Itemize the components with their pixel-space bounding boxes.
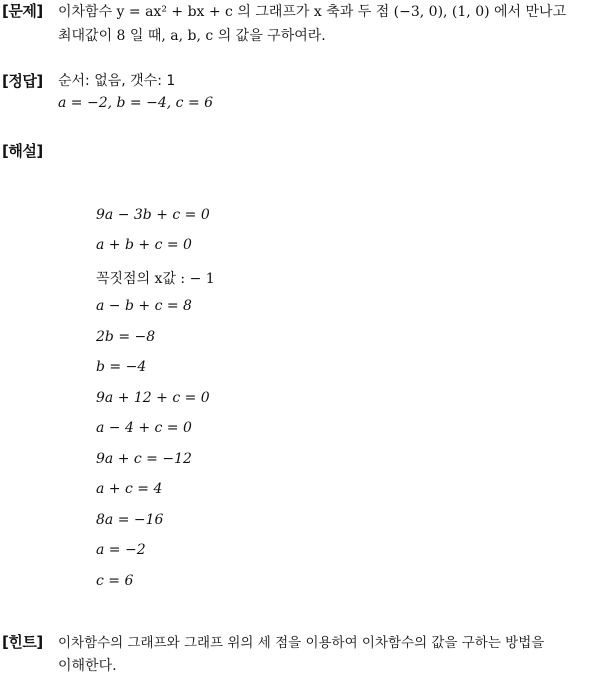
hint-label: [힌트] xyxy=(2,633,43,651)
solution-step: a + b + c = 0 xyxy=(96,237,192,253)
solution-step: a = −2 xyxy=(96,542,146,558)
answer-label: [정답] xyxy=(2,72,43,90)
solution-step: a − b + c = 8 xyxy=(96,298,192,314)
problem-label: [문제] xyxy=(2,2,43,20)
solution-step: 꼭짓점의 x값 : − 1 xyxy=(96,271,215,287)
solution-step: c = 6 xyxy=(96,573,134,589)
solution-step: a − 4 + c = 0 xyxy=(96,420,192,436)
solution-step: 2b = −8 xyxy=(96,329,156,345)
solution-step: 9a + 12 + c = 0 xyxy=(96,390,210,406)
problem-text-line2: 최대값이 8 일 때, a, b, c 의 값을 구하여라. xyxy=(58,28,326,44)
answer-order-count: 순서: 없음, 갯수: 1 xyxy=(58,73,176,89)
answer-values: a = −2, b = −4, c = 6 xyxy=(58,95,214,111)
solution-step: 9a − 3b + c = 0 xyxy=(96,207,210,223)
problem-text-line1: 이차함수 y = ax² + bx + c 의 그래프가 x 축과 두 점 (−3, 0), (1, 0) 에서 만나고 xyxy=(58,4,567,20)
solution-label: [해설] xyxy=(2,142,43,160)
hint-text-line1: 이차함수의 그래프와 그래프 위의 세 점을 이용하여 이차함수의 값을 구하는 방법을 xyxy=(58,635,545,651)
solution-step: b = −4 xyxy=(96,359,147,375)
solution-step: 9a + c = −12 xyxy=(96,451,192,467)
solution-step: a + c = 4 xyxy=(96,481,163,497)
hint-text-line2: 이해한다. xyxy=(58,658,117,674)
solution-step: 8a = −16 xyxy=(96,512,164,528)
